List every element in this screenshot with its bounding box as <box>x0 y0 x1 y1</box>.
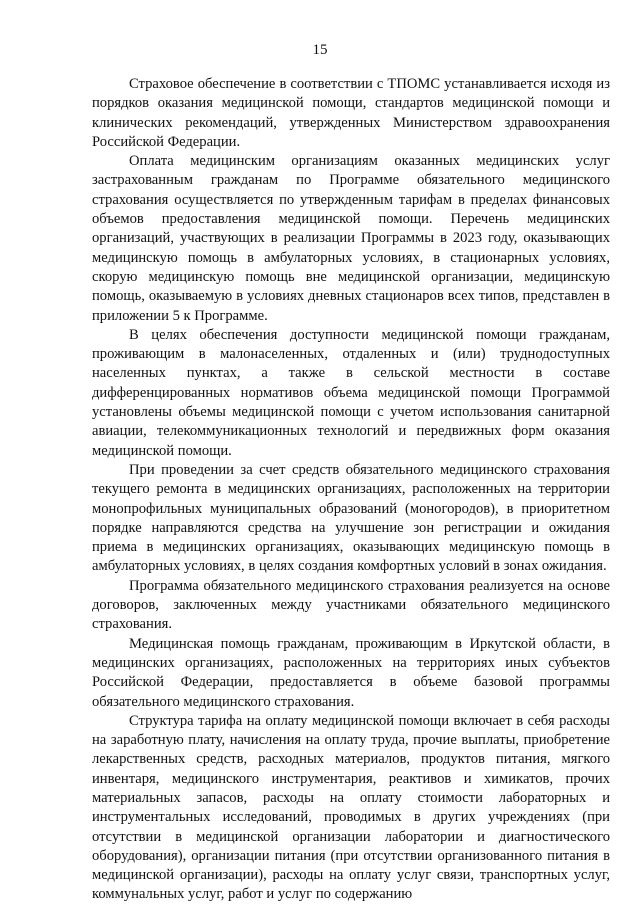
document-body <box>92 75 610 905</box>
paragraph-repair-funding: При проведении за счет средств обязательного медицинского страхования текущего ремонта в медицинских организациях, расположенных на территории монопрофильных муниципальных образований (моногородов), в приоритетном порядке направляются средства на улучшение зон регистрации и ожидания приема в медицинских организациях, оказывающих медицинскую помощь в амбулаторных условиях, в целях создания комфортных условий в зонах ожидания. <box>92 461 610 575</box>
paragraph-accessibility: В целях обеспечения доступности медицинской помощи гражданам, проживающим в малонаселенных, отдаленных и (или) труднодоступных населенных пунктах, а также в сельской местности в составе дифференцированных нормативов объема медицинской помощи Программой установлены объемы медицинской помощи с учетом использования санитарной авиации, телекоммуникационных технологий и передвижных форм оказания медицинской помощи. <box>92 326 610 459</box>
paragraph-payment-tariffs: Оплата медицинским организациям оказанных медицинских услуг застрахованным гражданам по Программе обязательного медицинского страхования осуществляется по утвержденным тарифам в пределах финансовых объемов предоставления медицинской помощи. Перечень медицинских организаций, участвующих в реализации Программы в 2023 году, оказывающих медицинскую помощь в амбулаторных условиях, в стационарных условиях, скорую медицинскую помощь вне медицинской организации, медицинскую помощь, оказываемую в условиях дневных стационаров всех типов, представлен в приложении 5 к Программе. <box>92 153 610 324</box>
paragraph-other-regions: Медицинская помощь гражданам, проживающим в Иркутской области, в медицинских организациях, расположенных на территориях иных субъектов Российской Федерации, предоставляется в объеме базовой программы обязательного медицинского страхования. <box>92 635 610 710</box>
paragraph-tariff-structure: Структура тарифа на оплату медицинской помощи включает в себя расходы на заработную плату, начисления на оплату труда, прочие выплаты, приобретение лекарственных средств, расходных материалов, продуктов питания, мягкого инвентаря, медицинского инструментария, реактивов и химикатов, прочих материальных запасов, расходы на оплату стоимости лабораторных и инструментальных исследований, проводимых в других учреждениях (при отсутствии в медицинской организации лаборатории и диагностического оборудования), организации питания (при отсутствии организованного питания в медицинской организации), расходы на оплату услуг связи, транспортных услуг, коммунальных услуг, работ и услуг по содержанию <box>92 712 610 903</box>
paragraph-program-contracts: Программа обязательного медицинского страхования реализуется на основе договоров, заключенных между участниками обязательного медицинского страхования. <box>92 577 610 633</box>
page-number: 15 <box>312 42 328 58</box>
paragraph-insurance-coverage: Страховое обеспечение в соответствии с ТПОМС устанавливается исходя из порядков оказания медицинской помощи, стандартов медицинской помощи и клинических рекомендаций, утвержденных Министерством здравоохранения Российской Федерации. <box>92 76 610 150</box>
